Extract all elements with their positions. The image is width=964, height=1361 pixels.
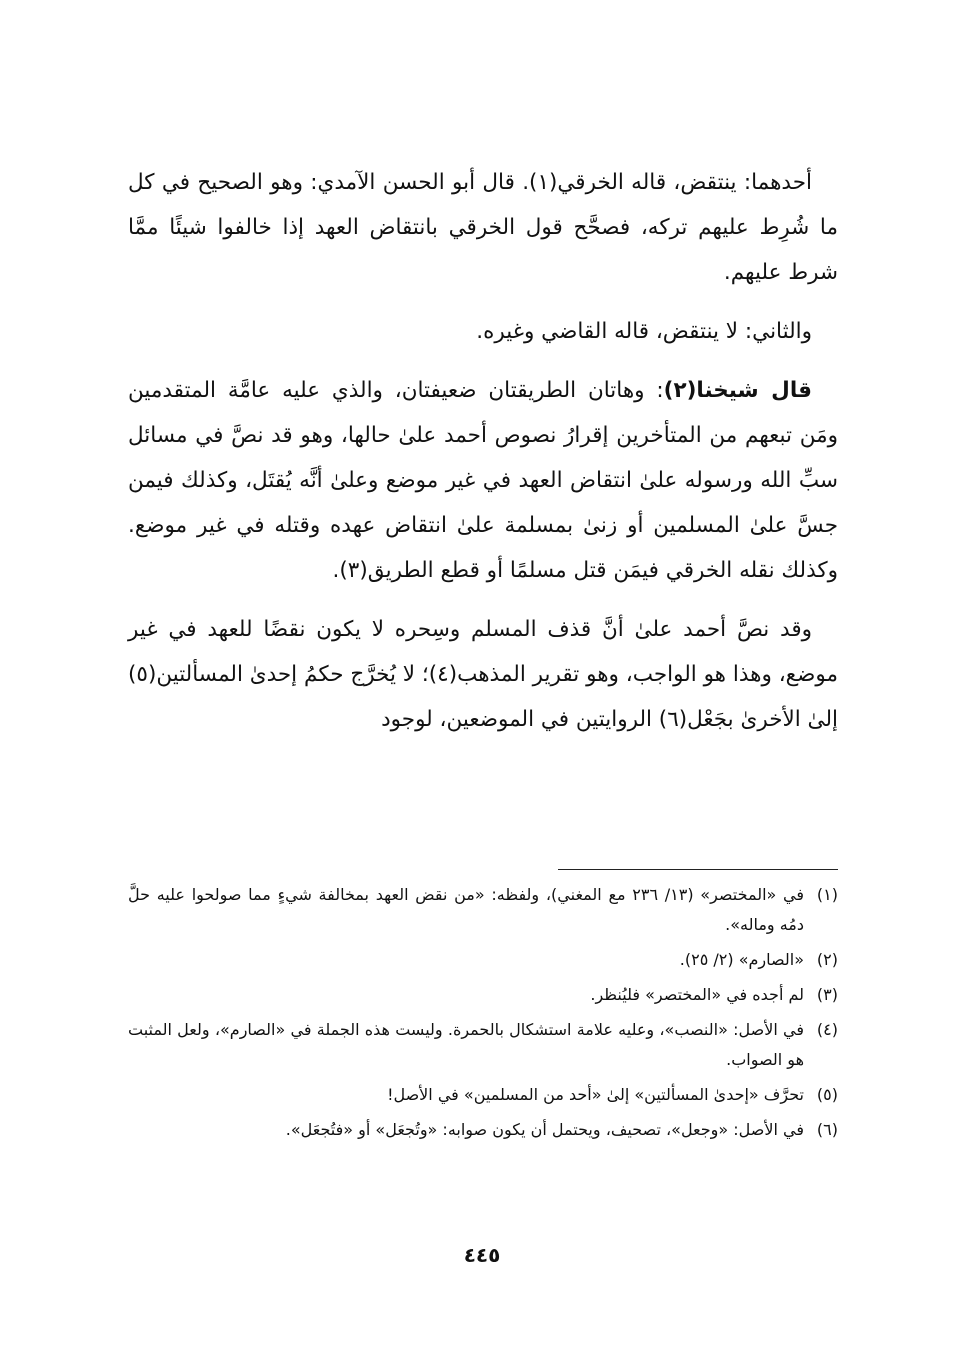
- paragraph-2-text: والثاني: لا ينتقض، قاله القاضي وغيره.: [476, 319, 812, 344]
- footnote-4: [128, 1015, 838, 1075]
- footnote-5: [128, 1080, 838, 1110]
- footnote-1: [128, 880, 838, 940]
- paragraph-4: [128, 607, 838, 742]
- footnote-number: (٣): [816, 985, 838, 1004]
- footnote-text: في «المختصر» (١٣/ ٢٣٦ مع المغني)، ولفظه: «من نقض العهد بمخالفة شيءٍ مما صولحوا عليه حلَّ دمُه وماله».: [128, 885, 805, 934]
- footnote-number: (٤): [816, 1020, 838, 1039]
- footnote-text: تحرَّف «إحدىٰ المسألتين» إلىٰ «أحد من المسلمين» في الأصل!: [387, 1085, 804, 1104]
- footnote-number: (١): [816, 885, 838, 904]
- footnote-text: في الأصل: «النصب»، وعليه علامة استشكال بالحمرة. وليست هذه الجملة في «الصارم»، ولعل المثبت هو الصواب.: [128, 1020, 804, 1069]
- footnote-number: (٢): [816, 950, 838, 969]
- footnotes: [128, 880, 838, 1150]
- paragraph-3-lead: قال شيخنا(٢): [663, 378, 812, 403]
- paragraph-2: [128, 309, 838, 354]
- footnote-3: [128, 980, 838, 1010]
- footnote-text: لم أجده في «المختصر» فليُنظر.: [590, 985, 804, 1004]
- main-text: [128, 160, 838, 756]
- footnote-number: (٦): [816, 1120, 838, 1139]
- paragraph-1: [128, 160, 838, 295]
- footnote-6: [128, 1115, 838, 1145]
- footnote-separator: [558, 869, 838, 870]
- paragraph-4-text: وقد نصَّ أحمد علىٰ أنَّ قذف المسلم وسِحره لا يكون نقضًا للعهد في غير موضع، وهذا هو الواجب، وهو تقرير المذهب(٤)؛ لا يُخرَّج حكمُ إحدىٰ المسألتين(٥) إلىٰ الأخرىٰ بجَعْل(٦) الروايتين في الموضعين، لوجود: [128, 617, 838, 732]
- footnote-2: [128, 945, 838, 975]
- paragraph-1-text: أحدهما: ينتقض، قاله الخرقي(١). قال أبو الحسن الآمدي: وهو الصحيح في كل ما شُرِط عليهم تركه، فصحَّح قول الخرقي بانتقاض العهد إذا خالفوا شيئًا ممَّا شرط عليهم.: [128, 170, 838, 285]
- paragraph-3: [128, 368, 838, 593]
- paragraph-3-text: : وهاتان الطريقتان ضعيفتان، والذي عليه عامَّة المتقدمين ومَن تبعهم من المتأخرين إقرارُ نصوص أحمد علىٰ حالها، وهو قد نصَّ في مسائل سبِّ الله ورسوله علىٰ انتقاض العهد في غير موضع وعلىٰ أنَّه يُقتَل، وكذلك فيمن جسَّ علىٰ المسلمين أو زنىٰ بمسلمة علىٰ انتقاض عهده وقتله في غير موضع. وكذلك نقله الخرقي فيمَن قتل مسلمًا أو قطع الطريق(٣).: [128, 378, 838, 583]
- footnote-number: (٥): [816, 1085, 838, 1104]
- page-number: ٤٤٥: [463, 1243, 501, 1267]
- footnote-text: «الصارم» (٢/ ٢٥).: [679, 950, 804, 969]
- footnote-text: في الأصل: «وجعل»، تصحيف، ويحتمل أن يكون صوابه: «وتُجعَل» أو «فتُجعَل».: [285, 1120, 804, 1139]
